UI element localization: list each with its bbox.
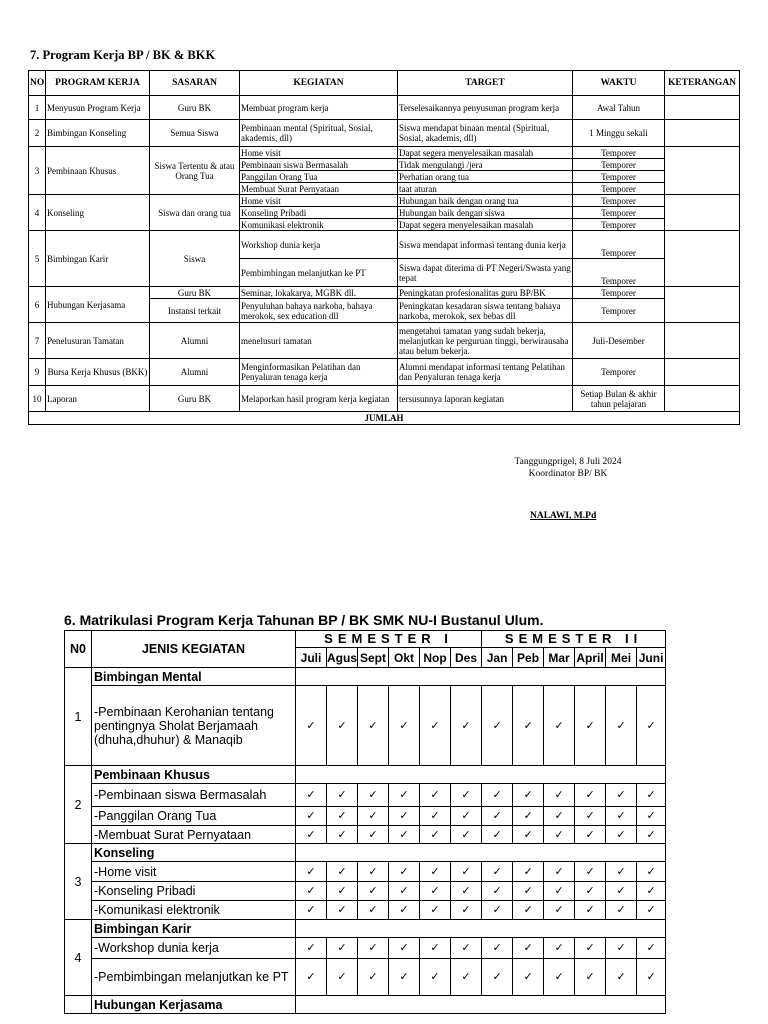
header-kegiatan: KEGIATAN [240, 71, 398, 96]
kegiatan-cell: Panggilan Orang Tua [240, 171, 398, 183]
semester-header-row [65, 631, 666, 648]
checkmark-icon: ✓ [606, 826, 637, 844]
keterangan-cell [665, 359, 740, 386]
checkmark-icon: ✓ [606, 784, 637, 807]
checkmark-icon: ✓ [482, 959, 513, 996]
checkmark-icon: ✓ [544, 938, 575, 959]
checkmark-icon: ✓ [358, 784, 389, 807]
checkmark-icon: ✓ [513, 807, 544, 826]
checkmark-icon: ✓ [637, 938, 666, 959]
checkmark-icon: ✓ [296, 686, 327, 766]
checkmark-icon: ✓ [575, 807, 606, 826]
matrikulasi-title: 6. Matrikulasi Program Kerja Tahunan BP / BK SMK NU-I Bustanul Ulum. [64, 612, 544, 628]
month-header: Agus [327, 648, 358, 668]
kegiatan-cell: Pembimbingan melanjutkan ke PT [240, 259, 398, 287]
checkmark-icon: ✓ [296, 959, 327, 996]
header-sasaran: SASARAN [150, 71, 240, 96]
program-name: Hubungan Kerjasama [46, 287, 150, 323]
checkmark-icon: ✓ [513, 882, 544, 901]
checkmark-icon: ✓ [513, 901, 544, 920]
checkmark-icon: ✓ [513, 862, 544, 882]
waktu-cell: Temporer [573, 299, 665, 323]
checkmark-icon: ✓ [451, 938, 482, 959]
row-no: 6 [29, 287, 46, 323]
header-program-kerja: PROGRAM KERJA [46, 71, 150, 96]
activity-label: -Membuat Surat Pernyataan [92, 826, 296, 844]
sasaran-cell: Guru BK [150, 287, 240, 299]
checkmark-icon: ✓ [575, 959, 606, 996]
row-no: 1 [29, 96, 46, 120]
checkmark-icon: ✓ [327, 882, 358, 901]
checkmark-icon: ✓ [637, 807, 666, 826]
checkmark-icon: ✓ [575, 882, 606, 901]
row-no: 10 [29, 386, 46, 412]
group-title-blank [296, 920, 666, 938]
checkmark-icon: ✓ [327, 826, 358, 844]
checkmark-icon: ✓ [451, 862, 482, 882]
target-cell: Dapat segera menyelesaikan masalah [398, 219, 573, 231]
activity-label: -Pembimbingan melanjutkan ke PT [92, 959, 296, 996]
checkmark-icon: ✓ [296, 826, 327, 844]
checkmark-icon: ✓ [482, 882, 513, 901]
group-title: Pembinaan Khusus [92, 766, 296, 784]
checkmark-icon: ✓ [296, 901, 327, 920]
checkmark-icon: ✓ [637, 959, 666, 996]
checkmark-icon: ✓ [389, 938, 420, 959]
table-row [29, 323, 740, 359]
table-row [29, 120, 740, 147]
checkmark-icon: ✓ [513, 959, 544, 996]
sasaran-cell: Semua Siswa [150, 120, 240, 147]
checkmark-icon: ✓ [513, 686, 544, 766]
row-no: 9 [29, 359, 46, 386]
table-row [65, 807, 666, 826]
table-row [65, 901, 666, 920]
checkmark-icon: ✓ [637, 901, 666, 920]
month-header: Sept [358, 648, 389, 668]
checkmark-icon: ✓ [389, 862, 420, 882]
group-no: 3 [65, 844, 92, 920]
kegiatan-cell: Home visit [240, 147, 398, 159]
checkmark-icon: ✓ [482, 686, 513, 766]
program-name: Penelusuran Tamatan [46, 323, 150, 359]
checkmark-icon: ✓ [389, 901, 420, 920]
kegiatan-cell: Penyuluhan bahaya narkoba, bahaya merokok, sex education dll [240, 299, 398, 323]
row-no: 7 [29, 323, 46, 359]
kegiatan-cell: Konseling Pribadi [240, 207, 398, 219]
checkmark-icon: ✓ [358, 862, 389, 882]
group-row [65, 996, 666, 1014]
target-cell: Hubungan baik dengan siswa [398, 207, 573, 219]
checkmark-icon: ✓ [575, 784, 606, 807]
target-cell: Alumni mendapat informasi tentang Pelatihan dan Penyaluran tenaga kerja [398, 359, 573, 386]
waktu-cell: Temporer [573, 183, 665, 195]
target-cell: taat aturan [398, 183, 573, 195]
checkmark-icon: ✓ [420, 938, 451, 959]
checkmark-icon: ✓ [451, 882, 482, 901]
program-kerja-table [28, 70, 740, 425]
checkmark-icon: ✓ [451, 784, 482, 807]
checkmark-icon: ✓ [358, 882, 389, 901]
table-row [29, 147, 740, 159]
checkmark-icon: ✓ [389, 959, 420, 996]
target-cell: Perhatian orang tua [398, 171, 573, 183]
group-no: 1 [65, 668, 92, 766]
checkmark-icon: ✓ [482, 901, 513, 920]
checkmark-icon: ✓ [327, 807, 358, 826]
checkmark-icon: ✓ [296, 807, 327, 826]
sasaran-cell: Guru BK [150, 96, 240, 120]
kegiatan-cell: Pembinaan mental (Spiritual, Sosial, akademis, dll) [240, 120, 398, 147]
signature-name: NALAWI, M.Pd [530, 511, 597, 521]
checkmark-icon: ✓ [420, 686, 451, 766]
keterangan-cell [665, 147, 740, 195]
header-no: N0 [65, 631, 92, 668]
target-cell: mengetahui tamatan yang sudah bekerja, melanjutkan ke perguruan tinggi, berwirausaha atau belum bekerja. [398, 323, 573, 359]
checkmark-icon: ✓ [575, 686, 606, 766]
program-name: Konseling [46, 195, 150, 231]
activity-label: -Home visit [92, 862, 296, 882]
header-target: TARGET [398, 71, 573, 96]
waktu-cell: Temporer [573, 195, 665, 207]
checkmark-icon: ✓ [327, 686, 358, 766]
kegiatan-cell: Workshop dunia kerja [240, 231, 398, 259]
checkmark-icon: ✓ [420, 862, 451, 882]
table-row [29, 231, 740, 259]
waktu-cell: 1 Minggu sekali [573, 120, 665, 147]
waktu-cell: Temporer [573, 359, 665, 386]
header-semester-1: SEMESTER I [296, 631, 482, 648]
kegiatan-cell: Melaporkan hasil program kerja kegiatan [240, 386, 398, 412]
row-no: 5 [29, 231, 46, 287]
checkmark-icon: ✓ [544, 882, 575, 901]
table-row [65, 686, 666, 766]
total-row [29, 412, 740, 425]
group-title: Bimbingan Mental [92, 668, 296, 686]
activity-label: -Pembinaan Kerohanian tentang pentingnya Sholat Berjamaah (dhuha,dhuhur) & Manaqib [92, 686, 296, 766]
checkmark-icon: ✓ [544, 686, 575, 766]
activity-label: -Pembinaan siswa Bermasalah [92, 784, 296, 807]
header-no: NO [29, 71, 46, 96]
group-title-blank [296, 668, 666, 686]
signature-block [480, 456, 656, 480]
keterangan-cell [665, 96, 740, 120]
checkmark-icon: ✓ [389, 807, 420, 826]
checkmark-icon: ✓ [389, 826, 420, 844]
table-row [65, 882, 666, 901]
program-kerja-title: 7. Program Kerja BP / BK & BKK [30, 48, 216, 62]
sasaran-cell: Guru BK [150, 386, 240, 412]
group-title-blank [296, 766, 666, 784]
target-cell: Hubungan baik dengan orang tua [398, 195, 573, 207]
checkmark-icon: ✓ [389, 784, 420, 807]
checkmark-icon: ✓ [420, 807, 451, 826]
checkmark-icon: ✓ [544, 862, 575, 882]
checkmark-icon: ✓ [358, 938, 389, 959]
checkmark-icon: ✓ [513, 784, 544, 807]
checkmark-icon: ✓ [575, 901, 606, 920]
keterangan-cell [665, 386, 740, 412]
row-no: 2 [29, 120, 46, 147]
waktu-cell: Temporer [573, 207, 665, 219]
month-header: Peb [513, 648, 544, 668]
group-no [65, 996, 92, 1014]
checkmark-icon: ✓ [637, 784, 666, 807]
checkmark-icon: ✓ [420, 882, 451, 901]
checkmark-icon: ✓ [606, 959, 637, 996]
checkmark-icon: ✓ [358, 901, 389, 920]
waktu-cell: Temporer [573, 287, 665, 299]
waktu-cell: Awal Tahun [573, 96, 665, 120]
sasaran-cell: Alumni [150, 359, 240, 386]
checkmark-icon: ✓ [327, 784, 358, 807]
kegiatan-cell: Seminar, lokakarya, MGBK dll. [240, 287, 398, 299]
waktu-cell: Temporer [573, 159, 665, 171]
checkmark-icon: ✓ [575, 938, 606, 959]
month-header: Juni [637, 648, 666, 668]
checkmark-icon: ✓ [513, 938, 544, 959]
keterangan-cell [665, 287, 740, 323]
checkmark-icon: ✓ [606, 938, 637, 959]
group-row [65, 920, 666, 938]
target-cell: Dapat segera menyelesaikan masalah [398, 147, 573, 159]
activity-label: -Konseling Pribadi [92, 882, 296, 901]
waktu-cell: Juli-Desember [573, 323, 665, 359]
sasaran-cell: Alumni [150, 323, 240, 359]
checkmark-icon: ✓ [420, 901, 451, 920]
sasaran-cell: Siswa [150, 231, 240, 287]
table-row [65, 938, 666, 959]
signature-place-date: Tanggungprigel, 8 Juli 2024 [514, 457, 622, 467]
table-row [65, 862, 666, 882]
group-row [65, 668, 666, 686]
row-no: 3 [29, 147, 46, 195]
program-kerja-header-row [29, 71, 740, 96]
waktu-cell: Setiap Bulan & akhir tahun pelajaran [573, 386, 665, 412]
table-row [29, 359, 740, 386]
target-cell: Siswa mendapat binaan mental (Spiritual, Sosial, akademis, dll) [398, 120, 573, 147]
group-title: Bimbingan Karir [92, 920, 296, 938]
row-no: 4 [29, 195, 46, 231]
checkmark-icon: ✓ [637, 882, 666, 901]
checkmark-icon: ✓ [389, 882, 420, 901]
checkmark-icon: ✓ [327, 862, 358, 882]
checkmark-icon: ✓ [296, 784, 327, 807]
total-label: JUMLAH [29, 412, 740, 425]
target-cell: Tidak mengulangi /jera [398, 159, 573, 171]
signature-role: Koordinator BP/ BK [528, 469, 608, 479]
checkmark-icon: ✓ [420, 784, 451, 807]
checkmark-icon: ✓ [296, 862, 327, 882]
month-header: Mar [544, 648, 575, 668]
waktu-cell: Temporer [573, 147, 665, 159]
header-semester-2: SEMESTER II [482, 631, 666, 648]
checkmark-icon: ✓ [358, 826, 389, 844]
waktu-cell: Temporer [573, 259, 665, 287]
checkmark-icon: ✓ [575, 862, 606, 882]
checkmark-icon: ✓ [606, 807, 637, 826]
target-cell: Siswa mendapat informasi tentang dunia kerja [398, 231, 573, 259]
activity-label: -Panggilan Orang Tua [92, 807, 296, 826]
table-row [65, 959, 666, 996]
group-no: 4 [65, 920, 92, 996]
program-name: Pembinaan Khusus [46, 147, 150, 195]
checkmark-icon: ✓ [327, 938, 358, 959]
checkmark-icon: ✓ [544, 826, 575, 844]
checkmark-icon: ✓ [482, 938, 513, 959]
checkmark-icon: ✓ [451, 686, 482, 766]
sasaran-cell: Siswa Tertentu & atau Orang Tua [150, 147, 240, 195]
waktu-cell: Temporer [573, 231, 665, 259]
month-header: Nop [420, 648, 451, 668]
checkmark-icon: ✓ [482, 826, 513, 844]
target-cell: Siswa dapat diterima di PT Negeri/Swasta yang tepat [398, 259, 573, 287]
kegiatan-cell: Komunikasi elektronik [240, 219, 398, 231]
checkmark-icon: ✓ [451, 826, 482, 844]
checkmark-icon: ✓ [327, 901, 358, 920]
table-row [65, 826, 666, 844]
checkmark-icon: ✓ [544, 807, 575, 826]
program-name: Menyusun Program Kerja [46, 96, 150, 120]
checkmark-icon: ✓ [358, 807, 389, 826]
kegiatan-cell: Membuat program kerja [240, 96, 398, 120]
kegiatan-cell: Pembinaan siswa Bermasalah [240, 159, 398, 171]
checkmark-icon: ✓ [482, 807, 513, 826]
keterangan-cell [665, 195, 740, 231]
month-header: Jan [482, 648, 513, 668]
group-row [65, 844, 666, 862]
program-name: Laporan [46, 386, 150, 412]
header-jenis-kegiatan: JENIS KEGIATAN [92, 631, 296, 668]
group-title: Hubungan Kerjasama [92, 996, 296, 1014]
keterangan-cell [665, 231, 740, 287]
program-name: Bursa Kerja Khusus (BKK) [46, 359, 150, 386]
header-waktu: WAKTU [573, 71, 665, 96]
waktu-cell: Temporer [573, 219, 665, 231]
checkmark-icon: ✓ [606, 862, 637, 882]
month-header: Des [451, 648, 482, 668]
activity-label: -Komunikasi elektronik [92, 901, 296, 920]
month-header: Mei [606, 648, 637, 668]
checkmark-icon: ✓ [544, 784, 575, 807]
target-cell: Peningkatan kesadaran siswa tentang bahaya narkoba, merokok, sex bebas dll [398, 299, 573, 323]
table-row [29, 96, 740, 120]
checkmark-icon: ✓ [637, 826, 666, 844]
month-header: April [575, 648, 606, 668]
month-header: Juli [296, 648, 327, 668]
checkmark-icon: ✓ [451, 901, 482, 920]
program-name: Bimbingan Konseling [46, 120, 150, 147]
group-title-blank [296, 996, 666, 1014]
matrikulasi-table [64, 630, 666, 1014]
checkmark-icon: ✓ [296, 938, 327, 959]
checkmark-icon: ✓ [358, 959, 389, 996]
target-cell: tersusunnya laporan kegiatan [398, 386, 573, 412]
sasaran-cell: Instansi terkait [150, 299, 240, 323]
kegiatan-cell: Membuat Surat Pernyataan [240, 183, 398, 195]
checkmark-icon: ✓ [544, 901, 575, 920]
table-row [29, 386, 740, 412]
checkmark-icon: ✓ [575, 826, 606, 844]
waktu-cell: Temporer [573, 171, 665, 183]
checkmark-icon: ✓ [389, 686, 420, 766]
header-keterangan: KETERANGAN [665, 71, 740, 96]
checkmark-icon: ✓ [420, 826, 451, 844]
checkmark-icon: ✓ [513, 826, 544, 844]
kegiatan-cell: Home visit [240, 195, 398, 207]
checkmark-icon: ✓ [420, 959, 451, 996]
checkmark-icon: ✓ [296, 882, 327, 901]
program-name: Bimbingan Karir [46, 231, 150, 287]
sasaran-cell: Siswa dan orang tua [150, 195, 240, 231]
activity-label: -Workshop dunia kerja [92, 938, 296, 959]
table-row [29, 287, 740, 299]
checkmark-icon: ✓ [451, 807, 482, 826]
keterangan-cell [665, 323, 740, 359]
table-row [29, 195, 740, 207]
checkmark-icon: ✓ [606, 882, 637, 901]
checkmark-icon: ✓ [482, 862, 513, 882]
checkmark-icon: ✓ [544, 959, 575, 996]
checkmark-icon: ✓ [637, 686, 666, 766]
table-row [65, 784, 666, 807]
group-title-blank [296, 844, 666, 862]
target-cell: Peningkatan profesionalitas guru BP/BK [398, 287, 573, 299]
group-no: 2 [65, 766, 92, 844]
checkmark-icon: ✓ [327, 959, 358, 996]
checkmark-icon: ✓ [606, 686, 637, 766]
kegiatan-cell: Menginformasikan Pelatihan dan Penyaluran tenaga kerja [240, 359, 398, 386]
checkmark-icon: ✓ [637, 862, 666, 882]
checkmark-icon: ✓ [451, 959, 482, 996]
checkmark-icon: ✓ [358, 686, 389, 766]
kegiatan-cell: menelusuri tamatan [240, 323, 398, 359]
group-row [65, 766, 666, 784]
checkmark-icon: ✓ [606, 901, 637, 920]
keterangan-cell [665, 120, 740, 147]
checkmark-icon: ✓ [482, 784, 513, 807]
group-title: Konseling [92, 844, 296, 862]
month-header: Okt [389, 648, 420, 668]
target-cell: Terselesaikannya penyusunan program kerja [398, 96, 573, 120]
